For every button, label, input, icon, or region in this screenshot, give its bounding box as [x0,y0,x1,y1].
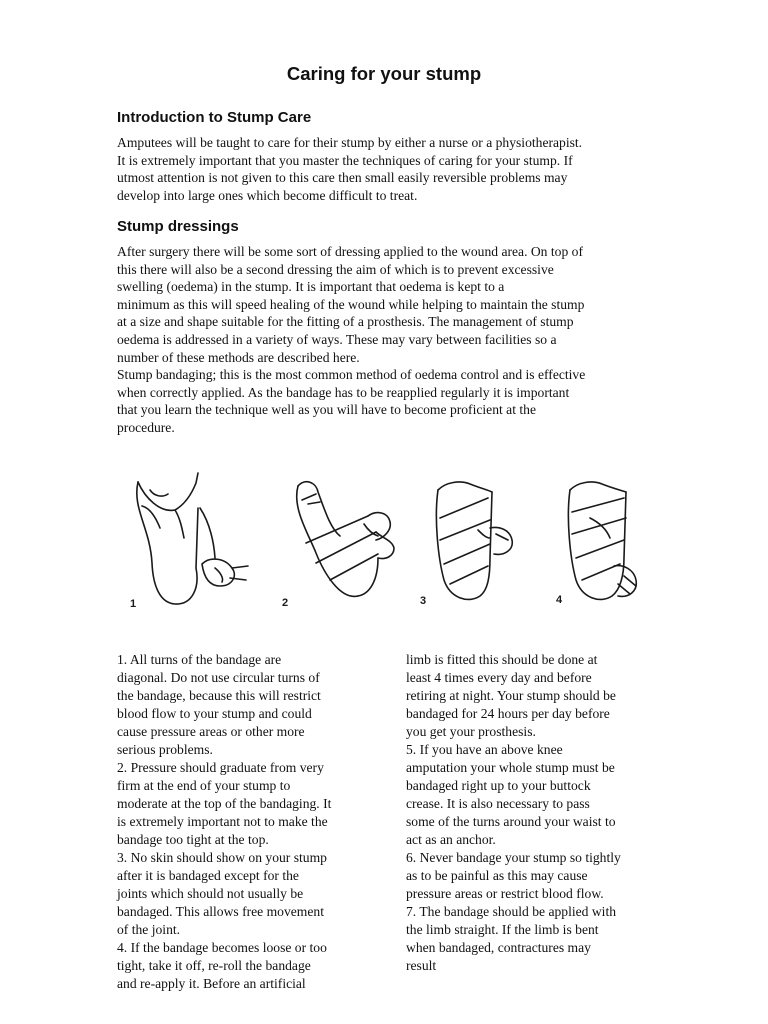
text-line: 3. No skin should show on your stump [117,850,327,865]
dressings-heading: Stump dressings [117,218,239,235]
text-line: as to be painful as this may cause [406,868,588,883]
text-line: at a size and shape suitable for the fitting of a prosthesis. The management of stump [117,314,574,330]
text-line: minimum as this will speed healing of the wound while helping to maintain the stump [117,296,585,312]
text-line: some of the turns around your waist to [406,814,616,829]
text-line: this there will also be a second dressing the aim of which is to prevent excessive [117,261,554,277]
step-label: 4 [556,594,563,606]
bandaging-illustration [120,468,650,618]
text-line: pressure areas or restrict blood flow. [406,886,604,901]
text-line: Amputees will be taught to care for their stump by either a nurse or a physiotherapist. [117,135,583,150]
instructions-left-column [117,651,331,993]
step-3-drawing [436,482,512,599]
instructions-right-column [406,651,621,975]
text-line: swelling (oedema) in the stump. It is important that oedema is kept to a [117,279,505,295]
text-line: bandaged for 24 hours per day before [406,706,610,721]
text-line: utmost attention is not given to this care then small easily reversible problems may [117,170,568,186]
text-line: diagonal. Do not use circular turns of [117,670,320,685]
text-line: 4. If the bandage becomes loose or too [117,940,327,955]
text-line: is extremely important not to make the [117,814,328,829]
intro-heading: Introduction to Stump Care [117,109,312,126]
text-line: and re-apply it. Before an artificial [117,976,306,991]
text-line: bandaged. This allows free movement [117,904,324,919]
step-1-drawing [137,473,248,604]
text-line: serious problems. [117,742,213,757]
text-line: when bandaged, contractures may [406,940,591,955]
text-line: crease. It is also necessary to pass [406,796,590,811]
step-label: 3 [420,595,427,607]
text-line: blood flow to your stump and could [117,706,312,721]
text-line: 6. Never bandage your stump so tightly [406,850,621,865]
text-line: oedema is addressed in a variety of ways. These may vary between facilities so a [117,331,557,347]
text-line: 1. All turns of the bandage are [117,652,282,667]
text-line: of the joint. [117,922,181,937]
page-title: Caring for your stump [286,63,482,84]
dressings-paragraph [117,243,657,437]
text-line: the bandage, because this will restrict [117,688,321,703]
text-line: moderate at the top of the bandaging. It [117,796,332,811]
text-line: after it is bandaged except for the [117,868,299,883]
text-line: result [406,958,437,973]
text-line: 5. If you have an above knee [406,742,563,757]
text-line: firm at the end of your stump to [117,778,291,793]
text-line: procedure. [117,419,175,435]
step-2-drawing [297,482,394,597]
text-line: number of these methods are described here. [117,349,360,365]
text-line: bandaged right up to your buttock [406,778,591,793]
text-line: cause pressure areas or other more [117,724,305,739]
text-line: when correctly applied. As the bandage has to be reapplied regularly it is important [117,384,570,400]
text-line: amputation your whole stump must be [406,760,615,775]
text-line: Stump bandaging; this is the most common method of oedema control and is effective [117,367,586,383]
step-4-drawing [568,482,636,599]
text-line: least 4 times every day and before [406,670,592,685]
text-line: act as an anchor. [406,832,496,847]
text-line: 2. Pressure should graduate from very [117,760,324,775]
text-line: joints which should not usually be [117,886,304,901]
text-line: 7. The bandage should be applied with [406,904,617,919]
text-line: the limb straight. If the limb is bent [406,922,599,937]
text-line: limb is fitted this should be done at [406,652,598,667]
text-line: retiring at night. Your stump should be [406,688,616,703]
text-line: tight, take it off, re-roll the bandage [117,958,311,973]
intro-paragraph [117,134,657,204]
step-label: 1 [130,598,137,610]
text-line: develop into large ones which become difficult to treat. [117,187,418,203]
text-line: bandage too tight at the top. [117,832,269,847]
text-line: It is extremely important that you master the techniques of caring for your stump. If [117,152,573,168]
text-line: you get your prosthesis. [406,724,536,739]
text-line: that you learn the technique well as you will have to become proficient at the [117,402,536,418]
step-label: 2 [282,597,289,609]
text-line: After surgery there will be some sort of dressing applied to the wound area. On top of [117,244,583,259]
